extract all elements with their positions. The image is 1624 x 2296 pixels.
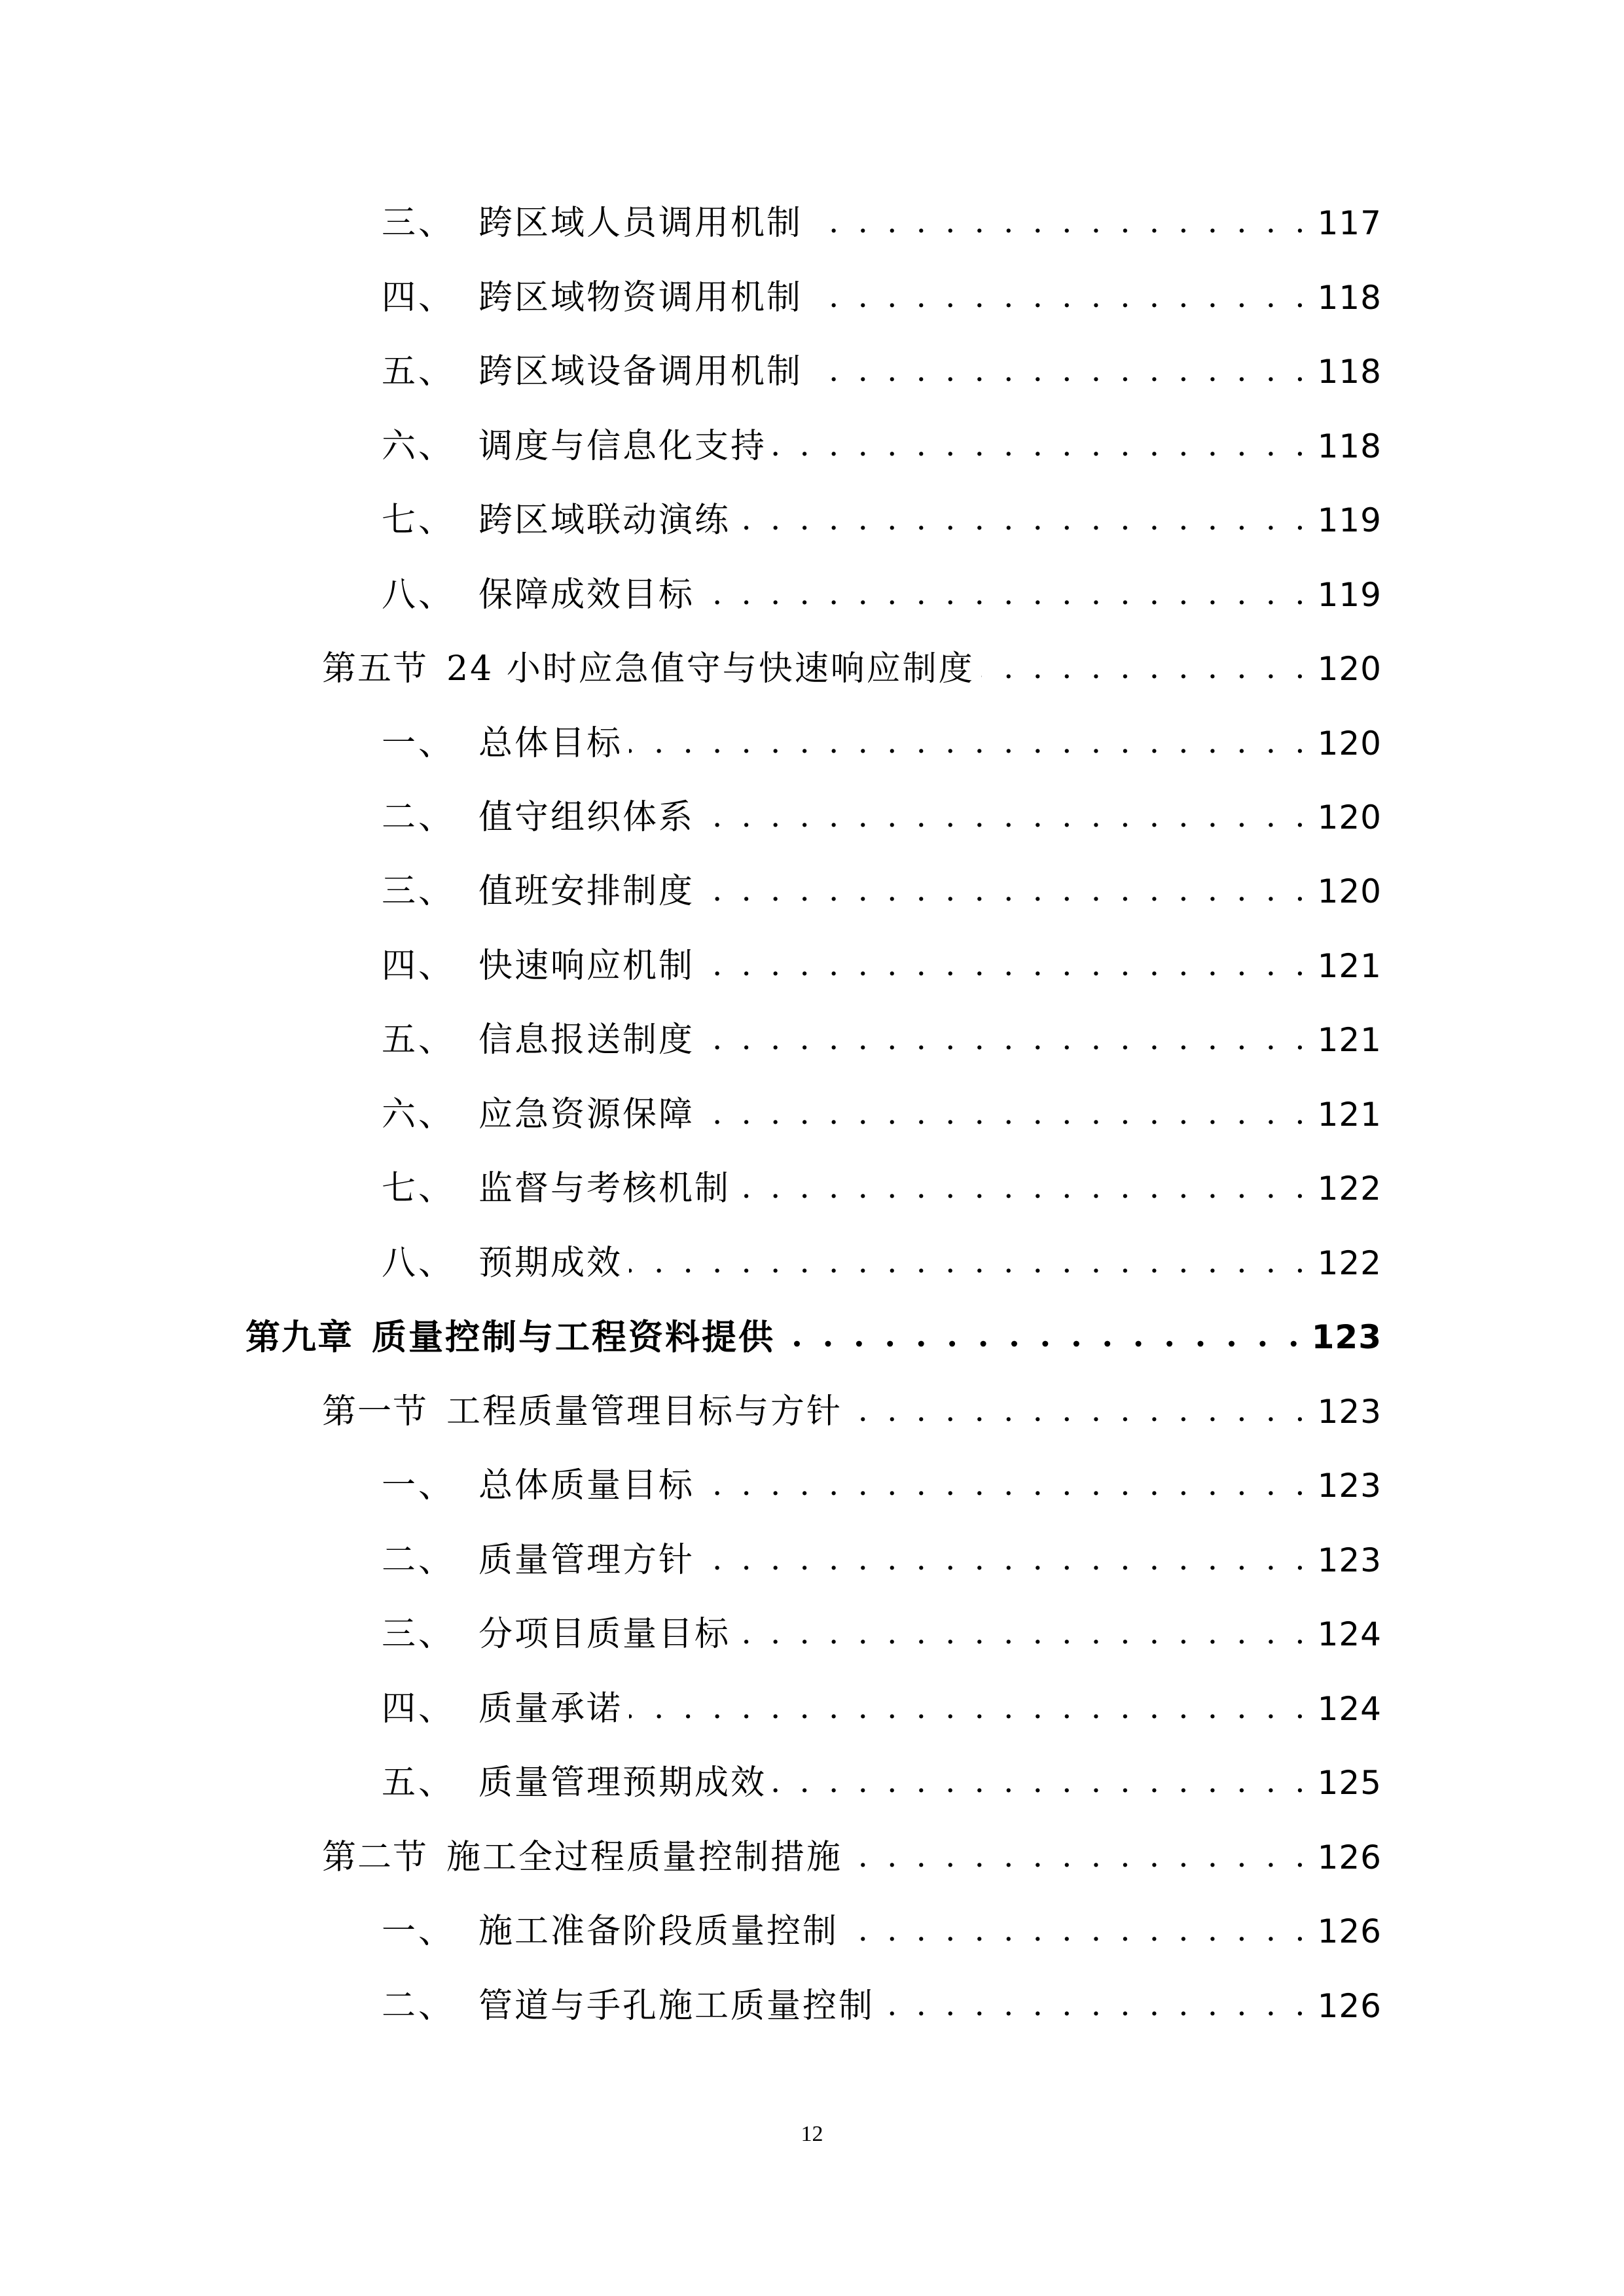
toc-entry-page: 123	[1317, 1393, 1382, 1431]
toc-entry-title: 管道与手孔施工质量控制	[478, 1986, 875, 2026]
dot-leader	[701, 946, 1310, 986]
toc-entry[interactable]	[382, 417, 1382, 476]
toc-entry-number: 二、	[382, 1541, 456, 1580]
toc-entry-page: 126	[1317, 1912, 1382, 1950]
toc-entry-page: 120	[1317, 872, 1382, 910]
toc-entry[interactable]	[382, 714, 1382, 773]
toc-entry-title: 施工准备阶段质量控制	[478, 1912, 839, 1951]
dot-leader	[701, 872, 1310, 911]
toc-entry-number: 六、	[382, 427, 456, 466]
toc-entry-page: 126	[1317, 1987, 1382, 2025]
toc-entry[interactable]	[382, 565, 1382, 624]
dot-leader	[701, 1020, 1310, 1060]
toc-entry-number: 五、	[382, 352, 456, 391]
toc-section-entry[interactable]	[322, 1382, 1382, 1441]
dot-leader	[773, 427, 1310, 466]
toc-entry-number: 七、	[382, 501, 456, 540]
toc-entry-page: 120	[1317, 798, 1382, 836]
page-number: 12	[801, 2122, 823, 2146]
toc-entry-number: 三、	[382, 1615, 456, 1654]
toc-entry-title: 总体质量目标	[478, 1466, 695, 1505]
dot-leader	[737, 1615, 1310, 1654]
toc-entry-page: 117	[1317, 204, 1382, 242]
toc-entry-title: 分项目质量目标	[478, 1615, 731, 1654]
toc-entry-title: 质量控制与工程资料提供	[372, 1316, 775, 1357]
dot-leader	[737, 501, 1310, 540]
toc-entry-number: 四、	[382, 946, 456, 986]
toc-entry[interactable]	[382, 194, 1382, 253]
toc-entry-number: 二、	[382, 1986, 456, 2026]
toc-entry-page: 118	[1317, 353, 1382, 391]
toc-entry-page: 126	[1317, 1839, 1382, 1876]
toc-entry-title: 信息报送制度	[478, 1020, 695, 1060]
toc-entry[interactable]	[382, 491, 1382, 550]
toc-entry-number: 四、	[382, 1689, 456, 1729]
toc-entry-number: 五、	[382, 1763, 456, 1803]
toc-entry-number: 八、	[382, 575, 456, 615]
toc-entry-page: 120	[1317, 725, 1382, 762]
toc-entry-title: 应急资源保障	[478, 1095, 695, 1134]
dot-leader	[629, 1689, 1310, 1729]
toc-entry-page: 120	[1317, 650, 1382, 688]
toc-entry-page: 119	[1317, 576, 1382, 614]
toc-entry-page: 123	[1317, 1541, 1382, 1579]
dot-leader	[701, 575, 1310, 615]
dot-leader	[701, 1095, 1310, 1134]
toc-entry[interactable]	[382, 342, 1382, 401]
dot-leader	[737, 1169, 1310, 1208]
toc-entry[interactable]	[382, 937, 1382, 996]
toc-entry-title: 工程质量管理目标与方针	[446, 1392, 843, 1431]
toc-entry-number: 一、	[382, 1912, 456, 1951]
toc-entry-page: 118	[1317, 279, 1382, 317]
toc-entry[interactable]	[382, 1531, 1382, 1590]
toc-entry-page: 123	[1317, 1467, 1382, 1505]
toc-entry-title: 质量管理预期成效	[478, 1763, 767, 1803]
toc-entry[interactable]	[382, 1902, 1382, 1961]
toc-entry-title: 质量承诺	[478, 1689, 623, 1729]
dot-leader	[809, 278, 1310, 317]
toc-entry-number: 第二节	[322, 1838, 429, 1877]
toc-entry-page: 121	[1317, 1096, 1382, 1134]
toc-entry[interactable]	[382, 1011, 1382, 1069]
toc-entry-number: 一、	[382, 724, 456, 763]
toc-section-entry[interactable]	[322, 1828, 1382, 1887]
toc-entry-page: 122	[1317, 1244, 1382, 1282]
dot-leader	[845, 1912, 1310, 1951]
toc-entry-page: 119	[1317, 501, 1382, 539]
toc-section-entry[interactable]	[322, 639, 1382, 698]
toc-entry-number: 三、	[382, 204, 456, 243]
dot-leader	[981, 649, 1310, 689]
toc-entry-page: 124	[1317, 1615, 1382, 1653]
toc-entry-page: 122	[1317, 1170, 1382, 1208]
toc-entry-title: 总体目标	[478, 724, 623, 763]
dot-leader	[809, 352, 1310, 391]
dot-leader	[849, 1838, 1310, 1877]
toc-entry-page: 121	[1317, 947, 1382, 985]
toc-entry-title: 监督与考核机制	[478, 1169, 731, 1208]
dot-leader	[849, 1392, 1310, 1431]
toc-entry-number: 第五节	[322, 649, 429, 689]
toc-entry-title: 施工全过程质量控制措施	[446, 1838, 843, 1877]
toc-entry-number: 五、	[382, 1020, 456, 1060]
toc-entry-number: 四、	[382, 278, 456, 317]
dot-leader	[701, 1541, 1310, 1580]
toc-entry-number: 二、	[382, 798, 456, 837]
toc-entry-title: 质量管理方针	[478, 1541, 695, 1580]
toc-entry-number: 第一节	[322, 1392, 429, 1431]
dot-leader	[701, 1466, 1310, 1505]
toc-entry[interactable]	[382, 268, 1382, 327]
toc-entry[interactable]	[382, 1977, 1382, 2036]
toc-entry[interactable]	[382, 1753, 1382, 1812]
toc-entry-page: 118	[1317, 427, 1382, 465]
toc-entry[interactable]	[382, 1085, 1382, 1144]
toc-entry-title: 值班安排制度	[478, 872, 695, 911]
toc-entry-title: 值守组织体系	[478, 798, 695, 837]
toc-entry[interactable]	[382, 862, 1382, 921]
toc-entry[interactable]	[382, 1456, 1382, 1515]
dot-leader	[782, 1318, 1304, 1357]
toc-entry-title: 快速响应机制	[478, 946, 695, 986]
toc-entry[interactable]	[382, 1159, 1382, 1218]
toc-entry-title: 跨区域人员调用机制	[478, 204, 803, 243]
toc-entry-number: 六、	[382, 1095, 456, 1134]
toc-entry-title: 预期成效	[478, 1244, 623, 1283]
dot-leader	[629, 724, 1310, 763]
toc-entry-title: 跨区域联动演练	[478, 501, 731, 540]
dot-leader	[629, 1244, 1310, 1283]
dot-leader	[809, 204, 1310, 243]
toc-entry[interactable]	[382, 1605, 1382, 1664]
toc-entry-title: 保障成效目标	[478, 575, 695, 615]
toc-entry-number: 八、	[382, 1244, 456, 1283]
toc-entry-page: 125	[1317, 1764, 1382, 1802]
toc-entry-page: 124	[1317, 1690, 1382, 1728]
dot-leader	[881, 1986, 1310, 2026]
toc-entry-page: 123	[1311, 1318, 1382, 1356]
toc-entry-number: 一、	[382, 1466, 456, 1505]
toc-chapter-entry[interactable]	[245, 1308, 1382, 1367]
dot-leader	[773, 1763, 1310, 1803]
toc-entry-number: 七、	[382, 1169, 456, 1208]
toc-entry-title: 跨区域设备调用机制	[478, 352, 803, 391]
toc-entry-page: 121	[1317, 1021, 1382, 1059]
toc-entry[interactable]	[382, 1679, 1382, 1738]
toc-entry-title: 跨区域物资调用机制	[478, 278, 803, 317]
dot-leader	[701, 798, 1310, 837]
toc-entry[interactable]	[382, 1234, 1382, 1293]
toc-entry-title: 调度与信息化支持	[478, 427, 767, 466]
toc-entry[interactable]	[382, 788, 1382, 847]
toc-entry-title: 24 小时应急值守与快速响应制度	[446, 649, 975, 689]
toc-entry-number: 第九章	[245, 1316, 353, 1357]
toc-entry-number: 三、	[382, 872, 456, 911]
